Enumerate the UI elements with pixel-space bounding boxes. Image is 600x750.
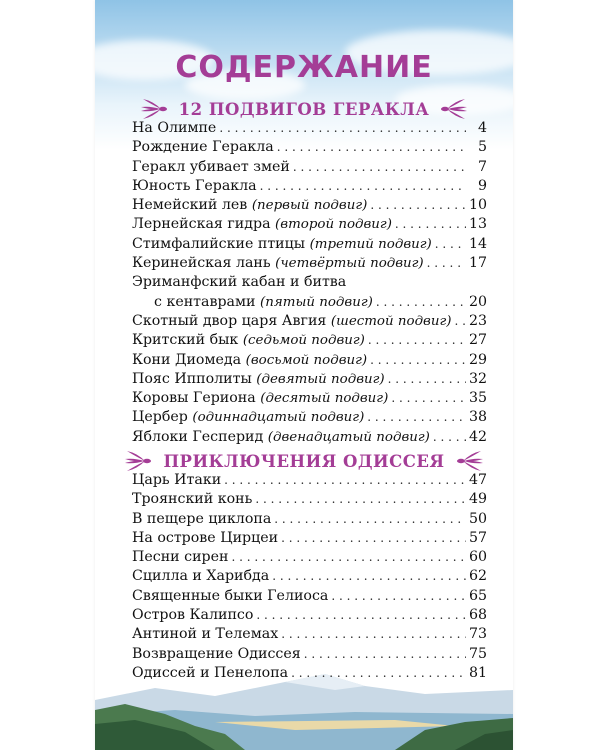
section-heading-label: 12 ПОДВИГОВ ГЕРАКЛА	[178, 99, 430, 119]
toc-entry: Песни сирен . . . 60	[132, 549, 487, 568]
book-page	[95, 0, 513, 750]
toc-entry: Возвращение Одиссея . . . 75	[132, 646, 487, 665]
ornament-right-icon	[441, 98, 469, 120]
toc-entry: Лернейская гидра (второй подвиг) . . . 13	[132, 216, 487, 235]
toc-entry: Геракл убивает змей . . . 7	[132, 159, 487, 178]
toc-entry: Священные быки Гелиоса . . . 65	[132, 588, 487, 607]
toc-entry: Юность Геракла . . . 9	[132, 178, 487, 197]
page-title: СОДЕРЖАНИЕ	[175, 50, 433, 85]
toc-entry: Яблоки Гесперид (двенадцатый подвиг) . . . 42	[132, 429, 487, 448]
section-heading-heracles	[95, 96, 513, 122]
toc-entry: Цербер (одиннадцатый подвиг) . . . 38	[132, 409, 487, 428]
toc-entry: На острове Цирцеи . . . 57	[132, 530, 487, 549]
toc-entry: Сцилла и Харибда . . . 62	[132, 568, 487, 587]
toc-entry: Коровы Гериона (десятый подвиг) . . . 35	[132, 390, 487, 409]
toc-entry: Антиной и Телемах . . . 73	[132, 626, 487, 645]
toc-entry: Стимфалийские птицы (третий подвиг) . . . 14	[132, 236, 487, 255]
toc-entry: Кони Диомеда (восьмой подвиг) . . . 29	[132, 352, 487, 371]
toc-entry: Скотный двор царя Авгия (шестой подвиг) . . . 23	[132, 313, 487, 332]
toc-entry: Рождение Геракла . . . 5	[132, 139, 487, 158]
section-heading-label: ПРИКЛЮЧЕНИЯ ОДИССЕЯ	[163, 451, 445, 471]
toc-entry: Троянский конь . . . 49	[132, 491, 487, 510]
toc-entry: Немейский лев (первый подвиг) . . . 10	[132, 197, 487, 216]
toc-entry: Одиссей и Пенелопа . . . 81	[132, 665, 487, 684]
toc-entry: с кентаврами (пятый подвиг) . . . 20	[132, 294, 487, 313]
ornament-left-icon	[139, 98, 167, 120]
toc-list-heracles	[132, 120, 487, 448]
toc-entry: Керинейская лань (четвёртый подвиг) . . . 17	[132, 255, 487, 274]
toc-entry-first-line: Эриманфский кабан и битва	[132, 274, 347, 291]
toc-entry: В пещере циклопа . . . 50	[132, 511, 487, 530]
section-heading-odysseus	[95, 448, 513, 474]
toc-entry: Критский бык (седьмой подвиг) . . . 27	[132, 332, 487, 351]
toc-entry: Остров Калипсо . . . 68	[132, 607, 487, 626]
toc-list-odysseus	[132, 472, 487, 684]
toc-entry: Царь Итаки . . . 47	[132, 472, 487, 491]
toc-entry: Пояс Ипполиты (девятый подвиг) . . . 32	[132, 371, 487, 390]
toc-entry: На Олимпе . . . 4	[132, 120, 487, 139]
ornament-right-icon	[457, 450, 485, 472]
ornament-left-icon	[123, 450, 151, 472]
